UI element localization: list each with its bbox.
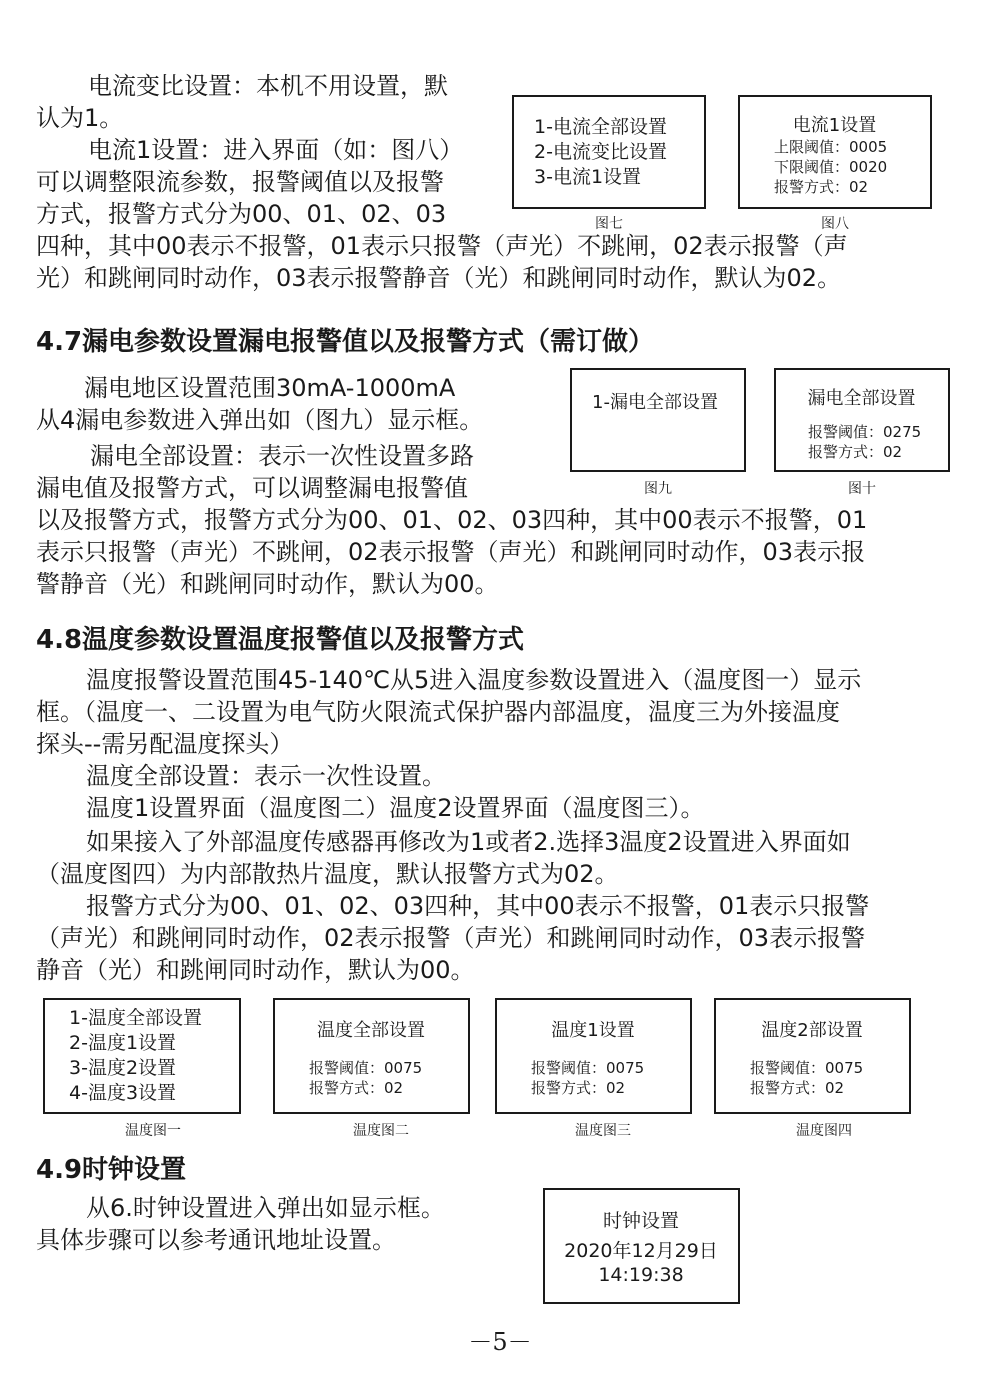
box-line: 报警阈值：0075	[309, 1059, 423, 1077]
box-line: 报警阈值：0275	[808, 423, 922, 441]
figure-8-current-box	[738, 95, 932, 209]
figure-caption: 温度图一	[125, 1123, 181, 1139]
text-line: 如果接入了外部温度传感器再修改为1或者2.选择3温度2设置进入界面如	[86, 828, 851, 856]
box-title: 时钟设置	[602, 1210, 679, 1232]
text-line: 以及报警方式，报警方式分为00、01、02、03四种，其中00表示不报警，01	[36, 506, 868, 534]
box-line: 上限阈值：0005	[774, 138, 888, 156]
temp-figure-1-menu-box	[43, 998, 241, 1114]
box-line: 报警方式：02	[309, 1079, 404, 1097]
clock-time: 14:19:38	[598, 1264, 684, 1286]
menu-item: 3-温度2设置	[69, 1057, 177, 1079]
figure-caption: 温度图二	[353, 1123, 409, 1139]
section-heading: 4.8温度参数设置温度报警值以及报警方式	[36, 625, 525, 655]
box-line: 报警方式：02	[774, 178, 869, 196]
box-line: 下限阈值：0020	[774, 158, 888, 176]
box-line: 报警方式：02	[750, 1079, 845, 1097]
figure-caption: 图七	[595, 216, 623, 232]
text-line: 从4漏电参数进入弹出如（图九）显示框。	[36, 406, 484, 434]
figure-caption: 图八	[821, 216, 849, 232]
text-line: 警静音（光）和跳闸同时动作，默认为00。	[36, 570, 499, 598]
temp-figure-3-box	[495, 998, 692, 1114]
figure-7-menu-box	[512, 95, 706, 209]
text-line: 光）和跳闸同时动作，03表示报警静音（光）和跳闸同时动作，默认为02。	[36, 264, 842, 292]
text-line: 表示只报警（声光）不跳闸，02表示报警（声光）和跳闸同时动作，03表示报	[36, 538, 866, 566]
text-line: 漏电全部设置：表示一次性设置多路	[90, 442, 474, 470]
text-line: 漏电值及报警方式，可以调整漏电报警值	[36, 474, 468, 502]
menu-item: 2-电流变比设置	[534, 141, 667, 163]
text-line: 温度全部设置：表示一次性设置。	[86, 762, 446, 790]
temp-figure-4-box	[714, 998, 911, 1114]
text-line: （声光）和跳闸同时动作，02表示报警（声光）和跳闸同时动作，03表示报警	[36, 924, 866, 952]
menu-item: 1-电流全部设置	[534, 116, 667, 138]
menu-item: 3-电流1设置	[534, 166, 642, 188]
text-line: 温度1设置界面（温度图二）温度2设置界面（温度图三）。	[86, 794, 705, 822]
box-title: 温度1设置	[551, 1020, 635, 1041]
box-title: 温度2部设置	[761, 1020, 863, 1041]
text-line: 静音（光）和跳闸同时动作，默认为00。	[36, 956, 475, 984]
temp-figure-2-box	[273, 998, 470, 1114]
text-line: 探头--需另配温度探头）	[36, 730, 294, 758]
clock-settings-box	[543, 1188, 740, 1304]
box-title: 温度全部设置	[317, 1020, 425, 1041]
box-line: 报警方式：02	[808, 443, 903, 461]
menu-item: 2-温度1设置	[69, 1032, 177, 1054]
box-line: 报警阈值：0075	[531, 1059, 645, 1077]
figure-caption: 温度图三	[575, 1123, 631, 1139]
text-line: 漏电地区设置范围30mA-1000mA	[84, 374, 456, 402]
text-line: 可以调整限流参数，报警阈值以及报警	[36, 168, 444, 196]
figure-caption: 图十	[848, 481, 876, 497]
figure-caption: 图九	[644, 481, 672, 497]
text-line: 电流1设置：进入界面（如：图八）	[88, 136, 464, 164]
menu-item: 4-温度3设置	[69, 1082, 177, 1104]
text-line: 框。（温度一、二设置为电气防火限流式保护器内部温度，温度三为外接温度	[36, 698, 840, 726]
clock-date: 2020年12月29日	[564, 1240, 718, 1262]
figure-9-menu-box	[570, 368, 746, 472]
menu-item: 1-温度全部设置	[69, 1007, 202, 1029]
text-line: 报警方式分为00、01、02、03四种，其中00表示不报警，01表示只报警	[86, 892, 870, 920]
text-line: （温度图四）为内部散热片温度，默认报警方式为02。	[36, 860, 619, 888]
text-line: 方式，报警方式分为00、01、02、03	[36, 200, 447, 228]
section-heading: 4.7漏电参数设置漏电报警值以及报警方式（需订做）	[36, 327, 655, 357]
section-heading: 4.9时钟设置	[36, 1155, 187, 1185]
text-line: 温度报警设置范围45-140℃从5进入温度参数设置进入（温度图一）显示	[86, 666, 862, 694]
box-line: 报警阈值：0075	[750, 1059, 864, 1077]
text-line: 认为1。	[36, 104, 124, 132]
box-title: 漏电全部设置	[807, 388, 916, 409]
menu-item: 1-漏电全部设置	[592, 392, 718, 413]
text-line: 从6.时钟设置进入弹出如显示框。	[86, 1194, 445, 1222]
text-line: 四种，其中00表示不报警，01表示只报警（声光）不跳闸，02表示报警（声	[36, 232, 848, 260]
box-line: 报警方式：02	[531, 1079, 626, 1097]
text-line: 具体步骤可以参考通讯地址设置。	[36, 1226, 396, 1254]
page-number: －5－	[468, 1328, 532, 1356]
box-title: 电流1设置	[792, 115, 877, 136]
figure-10-leakage-box	[774, 368, 950, 472]
text-line: 电流变比设置：本机不用设置，默	[88, 72, 448, 100]
figure-caption: 温度图四	[796, 1123, 852, 1139]
